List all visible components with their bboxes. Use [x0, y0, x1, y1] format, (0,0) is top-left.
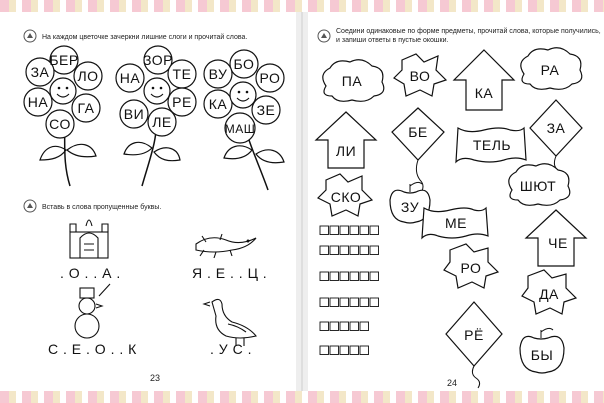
cloud-shape-ra: [521, 48, 582, 90]
syllable: ГА: [77, 100, 95, 116]
answer-box[interactable]: [350, 226, 359, 235]
answer-box[interactable]: [330, 272, 339, 281]
syllable: СО: [49, 116, 71, 132]
answer-box[interactable]: [360, 298, 369, 307]
instruction-connect-line-1: Соедини одинаковые по форме предметы, прочитай слова, которые получились,: [336, 28, 601, 35]
syllable: НА: [27, 94, 49, 110]
syllable: ТЕ: [172, 66, 192, 82]
syllable: БЕ: [408, 124, 428, 140]
syllable: ЗА: [546, 120, 566, 136]
cloud-shape-pa: [323, 60, 384, 102]
syllable: РЁ: [464, 327, 484, 343]
instruction-cross-out: На каждом цветочке зачеркни лишние слоги и прочитай слова.: [42, 34, 248, 41]
syllable: ЗУ: [400, 199, 420, 215]
answer-box[interactable]: [330, 246, 339, 255]
syllable: ЛЕ: [152, 114, 172, 130]
answer-box[interactable]: [320, 246, 329, 255]
word-gap-2: Я . Е . . Ц .: [192, 265, 268, 281]
flower-2-smiley: [144, 78, 170, 104]
page-number-right: 24: [446, 378, 458, 388]
syllable: РО: [259, 70, 281, 86]
answer-box[interactable]: [360, 322, 369, 331]
answer-box[interactable]: [330, 322, 339, 331]
syllable: РА: [540, 62, 560, 78]
answer-box[interactable]: [360, 246, 369, 255]
syllable: ШЮТ: [519, 178, 557, 194]
syllable: БЕР: [49, 52, 79, 68]
page-number-left: 23: [149, 373, 161, 383]
instruction-connect-line-2: и запиши ответы в пустые окошки.: [336, 37, 449, 44]
syllable: ВУ: [208, 66, 228, 82]
syllable: РЕ: [172, 94, 192, 110]
answer-box[interactable]: [350, 346, 359, 355]
answer-box[interactable]: [370, 272, 379, 281]
answer-box[interactable]: [320, 346, 329, 355]
answer-box[interactable]: [370, 298, 379, 307]
syllable: ЛО: [77, 68, 99, 84]
answer-box[interactable]: [340, 272, 349, 281]
syllable: БЫ: [530, 347, 554, 363]
bowtie-shape-tel: [456, 128, 526, 162]
syllable: ЗЕ: [256, 102, 276, 118]
answer-box[interactable]: [340, 226, 349, 235]
syllable: ЛИ: [335, 143, 357, 159]
syllable: СКО: [330, 189, 362, 205]
syllable: ВО: [409, 68, 431, 84]
syllable: КА: [474, 85, 494, 101]
answer-box[interactable]: [320, 322, 329, 331]
answer-box[interactable]: [330, 226, 339, 235]
syllable: МЕ: [445, 215, 467, 231]
answer-box[interactable]: [360, 226, 369, 235]
answer-box[interactable]: [350, 246, 359, 255]
answer-box[interactable]: [360, 272, 369, 281]
syllable: РО: [460, 260, 482, 276]
answer-box[interactable]: [350, 272, 359, 281]
syllable: КА: [208, 96, 228, 112]
answer-box[interactable]: [370, 226, 379, 235]
answer-box[interactable]: [340, 346, 349, 355]
syllable: ВИ: [123, 106, 145, 122]
syllable: ЧЕ: [548, 235, 568, 251]
syllable: ЗА: [30, 64, 50, 80]
syllable: МАШ: [224, 122, 256, 136]
answer-box[interactable]: [320, 226, 329, 235]
syllable: ЗОР: [142, 52, 174, 68]
flower-3-smiley: [230, 82, 256, 108]
syllable: ПА: [341, 73, 363, 89]
answer-box[interactable]: [320, 298, 329, 307]
answer-box[interactable]: [340, 246, 349, 255]
instruction-fill-letters: Вставь в слова пропущенные буквы.: [42, 204, 162, 211]
answer-box[interactable]: [330, 346, 339, 355]
answer-box[interactable]: [360, 346, 369, 355]
word-gap-4: . У С .: [210, 341, 252, 357]
bowtie-shape-me: [422, 208, 488, 238]
word-gap-1: . О . . А .: [60, 265, 121, 281]
answer-box[interactable]: [350, 322, 359, 331]
answer-box[interactable]: [350, 298, 359, 307]
answer-box[interactable]: [340, 298, 349, 307]
answer-box[interactable]: [320, 272, 329, 281]
answer-box[interactable]: [340, 322, 349, 331]
cloud-shape-shyut: [509, 164, 570, 206]
syllable: ТЕЛЬ: [472, 137, 512, 153]
answer-box[interactable]: [330, 298, 339, 307]
answer-box[interactable]: [370, 246, 379, 255]
syllable: ДА: [539, 286, 559, 302]
word-gap-3: С . Е . О . . К: [48, 341, 137, 357]
syllable: НА: [119, 70, 141, 86]
syllable: БО: [233, 56, 255, 72]
flower-1-smiley: [50, 78, 76, 104]
